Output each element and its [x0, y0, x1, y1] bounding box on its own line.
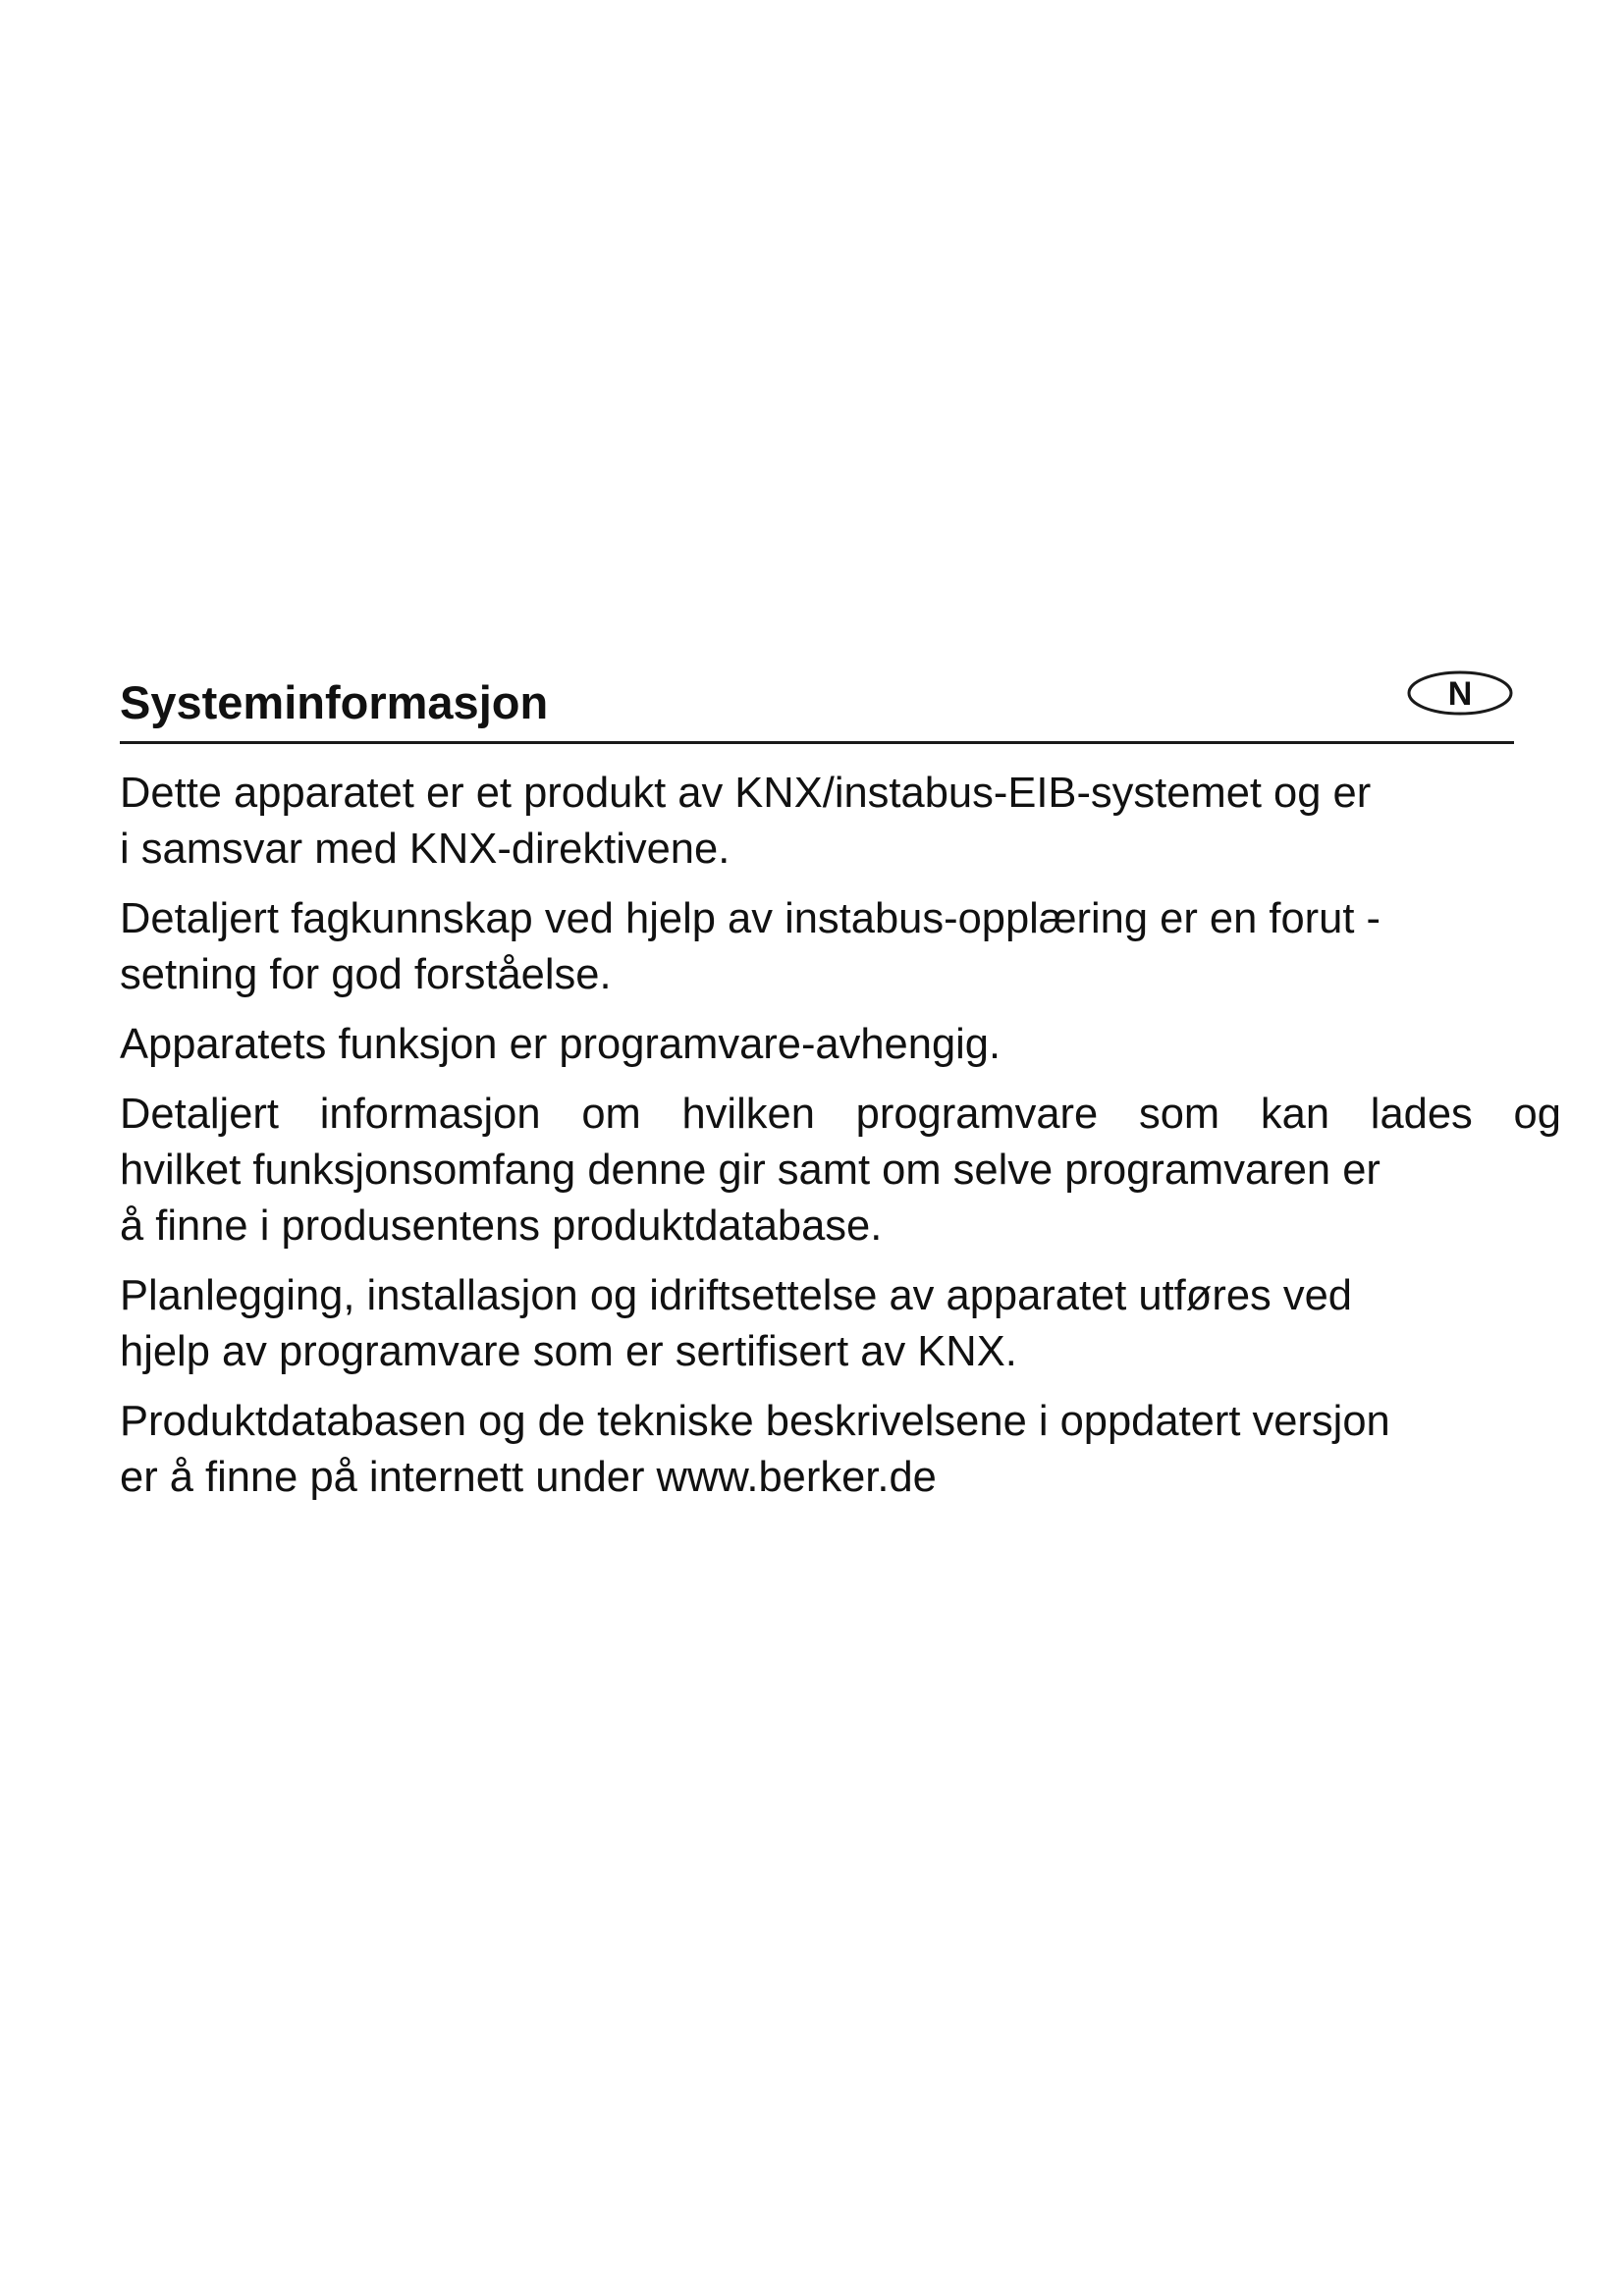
paragraph-2 — [120, 891, 1561, 1003]
justified-word: om — [581, 1091, 641, 1138]
justified-word: og — [1513, 1091, 1561, 1138]
justified-word: kan — [1260, 1091, 1330, 1138]
paragraph-3 — [120, 1017, 1561, 1073]
justified-word: Detaljert — [120, 1091, 279, 1138]
justified-word: informasjon — [319, 1091, 541, 1138]
language-badge-label: N — [1447, 675, 1473, 713]
paragraph-line-justified — [120, 1087, 1561, 1143]
section-header — [120, 664, 1514, 744]
paragraph-line: Apparatets funksjon er programvare-avhengig. — [120, 1021, 1001, 1068]
paragraph-line: setning for god forståelse. — [120, 951, 612, 998]
paragraph-1 — [120, 766, 1561, 878]
paragraph-line: Produktdatabasen og de tekniske beskrivelsene i oppdatert versjon — [120, 1398, 1390, 1445]
paragraph-line: i samsvar med KNX-direktivene. — [120, 826, 731, 873]
body-text — [120, 766, 1561, 1520]
justified-word: som — [1138, 1091, 1220, 1138]
paragraph-line: hjelp av programvare som er sertifisert av KNX. — [120, 1328, 1017, 1375]
paragraph-line: Planlegging, installasjon og idriftsettelse av apparatet utføres ved — [120, 1272, 1352, 1319]
header-divider — [120, 741, 1514, 744]
paragraph-5 — [120, 1268, 1561, 1380]
paragraph-4 — [120, 1087, 1561, 1255]
justified-word: lades — [1370, 1091, 1473, 1138]
paragraph-line: Detaljert fagkunnskap ved hjelp av instabus-opplæring er en forut - — [120, 895, 1380, 942]
paragraph-line: hvilket funksjonsomfang denne gir samt om selve programvaren er — [120, 1147, 1380, 1194]
justified-word: hvilken — [681, 1091, 815, 1138]
justified-word: programvare — [855, 1091, 1099, 1138]
language-badge — [1406, 668, 1514, 718]
language-badge-icon — [1406, 668, 1514, 718]
paragraph-6 — [120, 1394, 1561, 1506]
section-title: Systeminformasjon — [120, 676, 549, 728]
paragraph-line: er å finne på internett under www.berker.de — [120, 1454, 937, 1501]
paragraph-line: Dette apparatet er et produkt av KNX/instabus-EIB-systemet og er — [120, 770, 1372, 817]
paragraph-line: å finne i produsentens produktdatabase. — [120, 1202, 883, 1250]
